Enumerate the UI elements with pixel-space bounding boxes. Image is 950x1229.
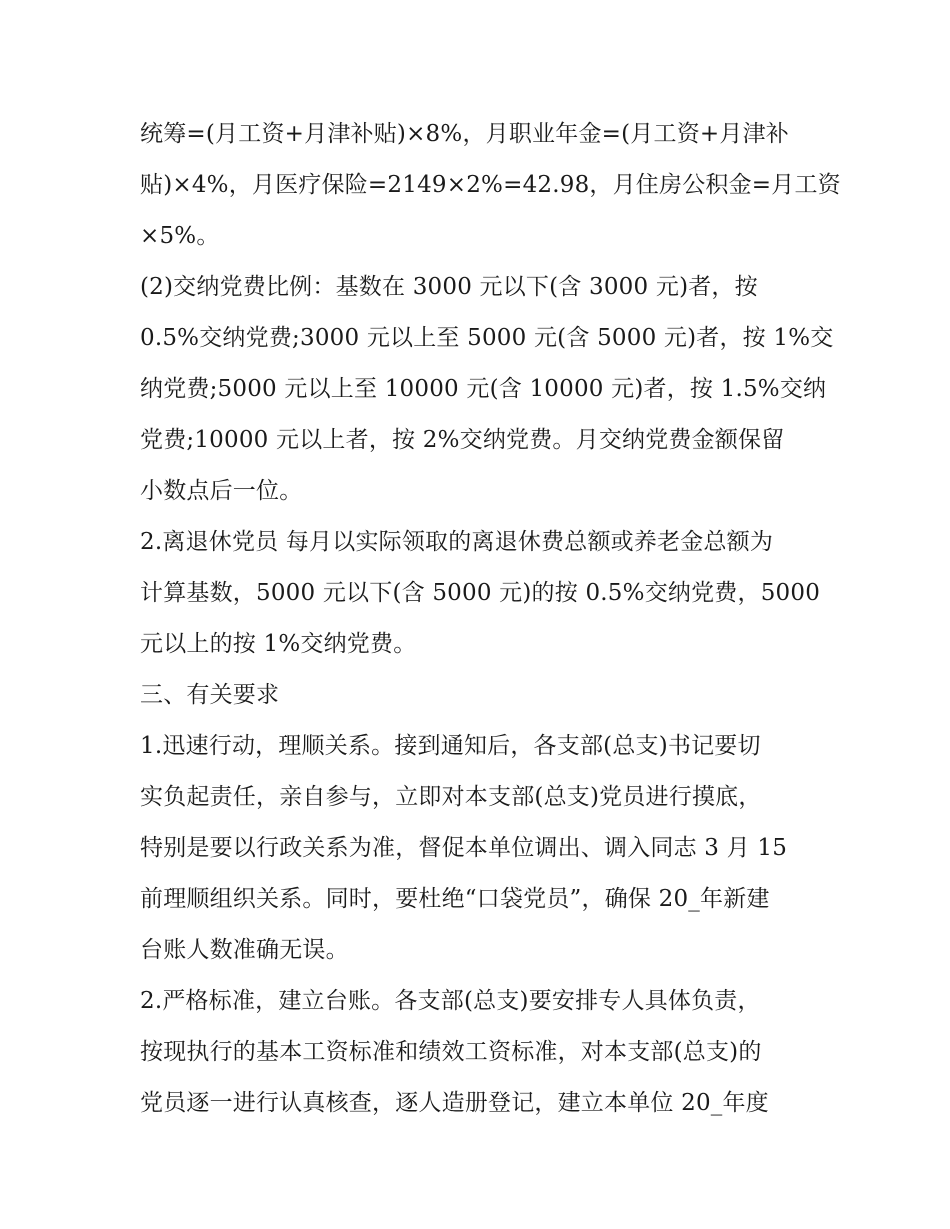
text-line: 贴)×4%，月医疗保险=2149×2%=42.98，月住房公积金=月工资 [140, 172, 841, 198]
section-heading: 三、有关要求 [140, 682, 280, 708]
text-line: ×5%。 [140, 223, 220, 249]
text-line: 党费;10000 元以上者，按 2%交纳党费。月交纳党费金额保留 [140, 427, 785, 453]
text-line: 纳党费;5000 元以上至 10000 元(含 10000 元)者，按 1.5%交纳 [140, 376, 827, 402]
text-line: 统筹=(月工资+月津补贴)×8%，月职业年金=(月工资+月津补 [140, 121, 789, 147]
document-body [140, 109, 841, 1129]
text-line: 0.5%交纳党费;3000 元以上至 5000 元(含 5000 元)者，按 1%交 [140, 325, 834, 351]
text-line: 党员逐一进行认真核查，逐人造册登记，建立本单位 20_年度 [140, 1090, 769, 1116]
text-line: 2.严格标准，建立台账。各支部(总支)要安排专人具体负责， [140, 988, 761, 1014]
text-line: 前理顺组织关系。同时，要杜绝“口袋党员”，确保 20_年新建 [140, 886, 770, 912]
text-line: (2)交纳党费比例：基数在 3000 元以下(含 3000 元)者，按 [140, 274, 758, 300]
text-line: 元以上的按 1%交纳党费。 [140, 631, 417, 657]
text-line: 实负起责任，亲自参与，立即对本支部(总支)党员进行摸底， [140, 784, 762, 810]
text-line: 2.离退休党员 每月以实际领取的离退休费总额或养老金总额为 [140, 529, 774, 555]
text-line: 按现执行的基本工资标准和绩效工资标准，对本支部(总支)的 [140, 1039, 762, 1065]
text-line: 1.迅速行动，理顺关系。接到通知后，各支部(总支)书记要切 [140, 733, 761, 759]
text-line: 小数点后一位。 [140, 478, 303, 504]
text-line: 台账人数准确无误。 [140, 937, 349, 963]
text-line: 计算基数，5000 元以下(含 5000 元)的按 0.5%交纳党费，5000 [140, 580, 821, 606]
text-line: 特别是要以行政关系为准，督促本单位调出、调入同志 3 月 15 [140, 835, 788, 861]
